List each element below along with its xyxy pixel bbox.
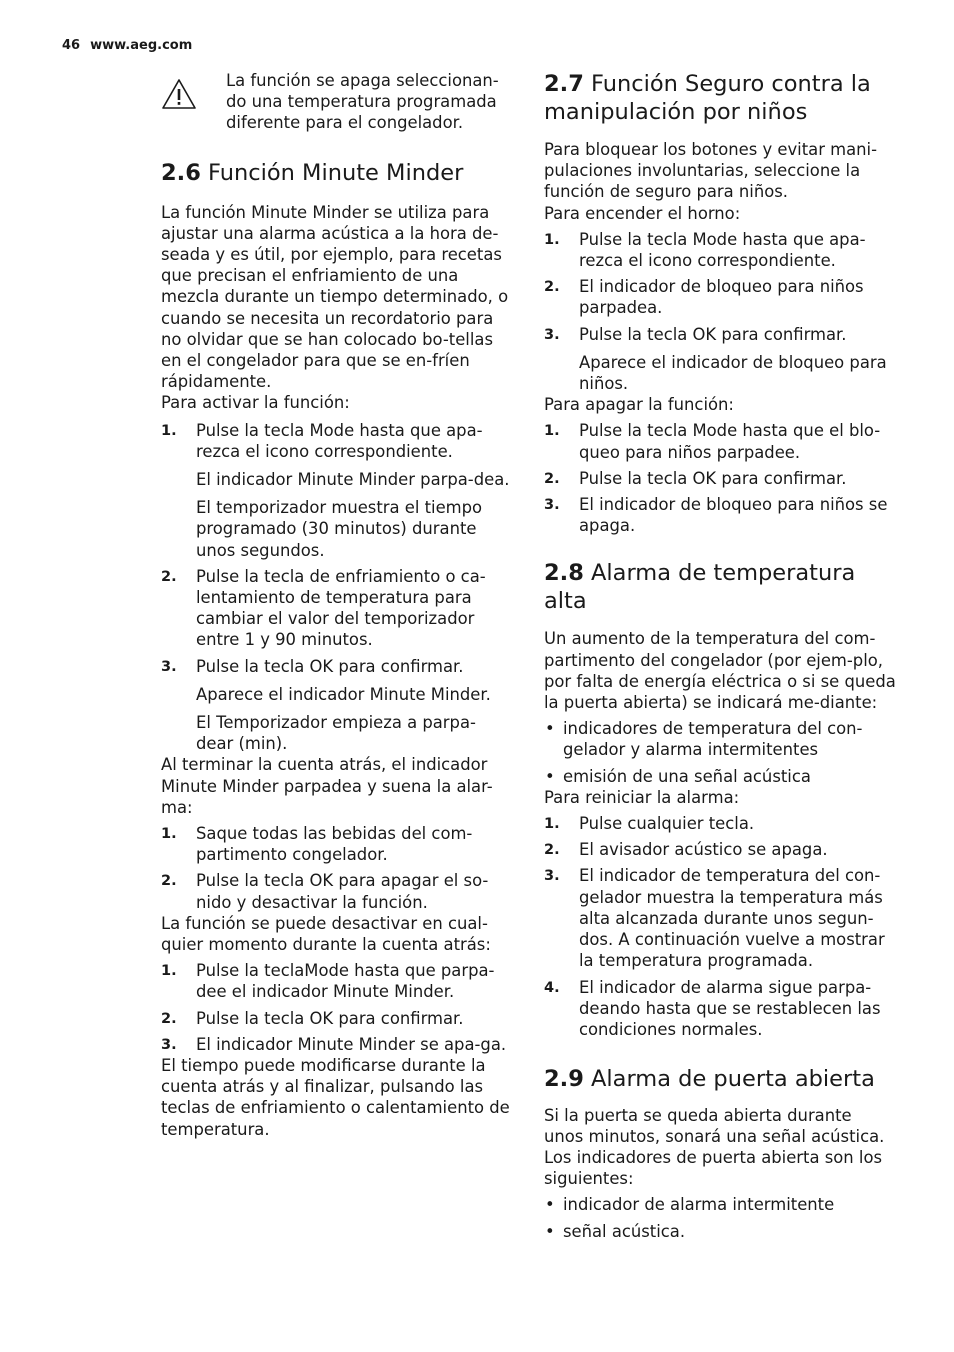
child-lock-intro: Para bloquear los botones y evitar mani-pulaciones involuntarias, seleccione la función de seguro para niños. [544,140,878,202]
list-item: 2. Pulse la tecla OK para apagar el so-nido y desactivar la función. [161,871,489,912]
left-column [161,160,513,1140]
page-number: 46 [62,38,81,53]
deactivate-text: La función se puede desactivar en cual-quier momento durante la cuenta atrás: [161,913,491,954]
activate-label: Para activar la función: [161,393,350,413]
list-item: • indicador de alarma intermitente [545,1195,835,1215]
section-2-6-heading: 2.6 Función Minute Minder [161,160,464,186]
turn-off-label: Para apagar la función: [544,395,734,415]
child-lock-off-steps [544,420,896,536]
section-2-7-heading: 2.7 Función Seguro contra la manipulación por niños [544,71,871,125]
list-item: 1. Saque todas las bebidas del com-partimento congelador. [161,823,473,865]
activate-steps [161,420,513,755]
warning-triangle-icon [161,78,197,110]
list-item: 3. Pulse la tecla OK para confirmar. Aparece el indicador de bloqueo para niños. [544,324,887,394]
reset-label: Para reiniciar la alarma: [544,787,740,807]
child-lock-on-steps [544,229,896,394]
list-item: 2. El indicador de bloqueo para niños parpadea. [544,277,864,318]
list-item: 3. El indicador Minute Minder se apa-ga. [161,1034,507,1054]
section-2-8-heading: 2.8 Alarma de temperatura alta [544,560,856,614]
list-item: 1. Pulse la tecla Mode hasta que apa-rezca el icono correspondiente. [544,229,866,271]
countdown-end-text: Al terminar la cuenta atrás, el indicador Minute Minder parpadea y suena la alar-ma: [161,755,493,817]
list-item: 3. El indicador de temperatura del con-gelador muestra la temperatura más alta alcanzada durante unos segun-dos. A continuación vuelve a mostrar la temperatura programada. [544,866,885,971]
list-item: 2. Pulse la tecla de enfriamiento o ca-lentamiento de temperatura para cambiar el valor del temporizador entre 1 y 90 minutos. [161,566,486,650]
door-open-bullets [544,1194,896,1241]
warning-text: La función se apaga seleccionan-do una temperatura programada diferente para el congelador. [226,71,499,133]
turn-on-label: Para encender el horno: [544,203,741,223]
list-item: 3. Pulse la tecla OK para confirmar. Aparece el indicador Minute Minder. El Temporizador empieza a parpa-dear (min). [161,656,491,754]
right-column [544,71,896,1242]
list-item: • indicadores de temperatura del con-gelador y alarma intermitentes [545,719,863,760]
high-temp-bullets [544,718,896,787]
list-item: 1. Pulse la tecla Mode hasta que el blo-queo para niños parpadee. [544,421,881,462]
minute-minder-intro: La función Minute Minder se utiliza para ajustar una alarma acústica a la hora de-seada y es útil, por ejemplo, para recetas que precisan el enfriamiento de una mezcla durante un tiempo determinado, o cuando se necesita un recordatorio para no olvidar que se han colocado bo-tellas en el congelador para que se en-fríen rápidamente. [161,202,509,392]
list-item: 4. El indicador de alarma sigue parpa-deando hasta que se restablecen las condiciones normales. [544,977,881,1039]
website-url: www.aeg.com [90,38,193,53]
list-item: 2. El avisador acústico se apaga. [544,840,828,860]
countdown-end-steps [161,823,513,913]
reset-steps [544,813,896,1040]
list-item: 2. Pulse la tecla OK para confirmar. [544,468,847,488]
list-item: • señal acústica. [545,1221,686,1241]
deactivate-steps [161,960,513,1055]
list-item: 1. Pulse la tecla Mode hasta que apa-rezca el icono correspondiente. El indicador Minute Minder parpa-dea. El temporizador muestra el tiempo programado (30 minutos) durante unos segundos. [161,420,510,560]
list-item: 1. Pulse cualquier tecla. [544,814,755,834]
warning-note [161,70,513,134]
list-item: 1. Pulse la teclaMode hasta que parpa-dee el indicador Minute Minder. [161,961,495,1002]
list-item: 2. Pulse la tecla OK para confirmar. [161,1008,464,1028]
door-open-intro: Si la puerta se queda abierta durante unos minutos, sonará una señal acústica. Los indicadores de puerta abierta son los siguientes: [544,1105,885,1189]
modify-text: El tiempo puede modificarse durante la cuenta atrás y al finalizar, pulsando las teclas de enfriamiento o calentamiento de temperatura. [161,1056,510,1139]
page-header [62,38,192,53]
section-2-9-heading: 2.9 Alarma de puerta abierta [544,1066,875,1093]
high-temp-intro: Un aumento de la temperatura del com-partimento del congelador (por ejem-plo, por falta de energía eléctrica o si se queda la puerta abierta) se indicará me-diante: [544,629,896,713]
list-item: 3. El indicador de bloqueo para niños se apaga. [544,495,888,536]
list-item: • emisión de una señal acústica [545,766,811,786]
